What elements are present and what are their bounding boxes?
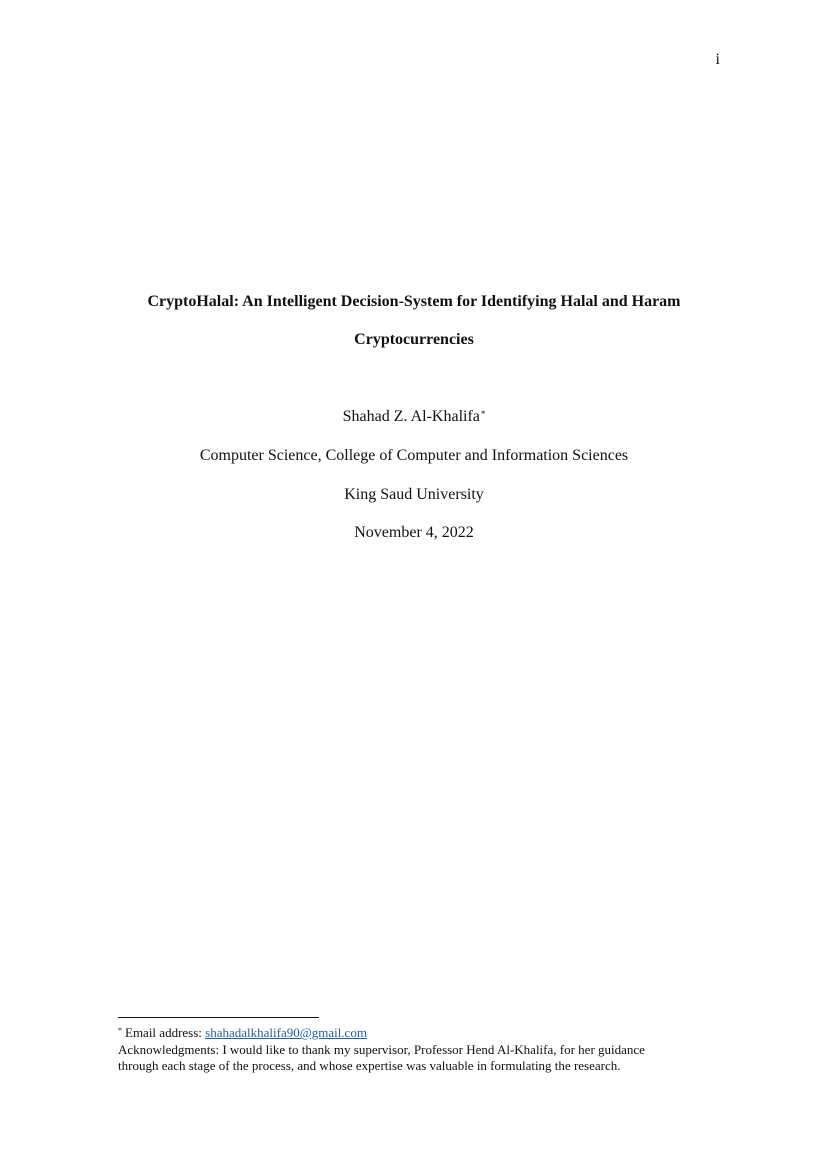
page-number: i xyxy=(715,51,720,68)
footnote-mark: * xyxy=(118,1026,122,1035)
acknowledgment-line-1: Acknowledgments: I would like to thank my supervisor, Professor Hend Al-Khalifa, for her guidance xyxy=(118,1042,645,1057)
author-name: Shahad Z. Al-Khalifa xyxy=(342,408,480,425)
footnote-divider xyxy=(118,1017,319,1018)
author-footnote-mark: * xyxy=(480,409,486,419)
author-university: King Saud University xyxy=(344,486,484,503)
paper-title-line-2: Cryptocurrencies xyxy=(354,331,474,348)
author-affiliation: Computer Science, College of Computer and Information Sciences xyxy=(199,447,629,464)
footnote-email-label: Email address: xyxy=(125,1025,202,1040)
footnote-email-line xyxy=(118,1025,718,1041)
paper-date: November 4, 2022 xyxy=(354,524,474,541)
email-link[interactable]: shahadalkhalifa90@gmail.com xyxy=(205,1025,367,1040)
author-line xyxy=(0,407,828,427)
paper-title-line-1: CryptoHalal: An Intelligent Decision-System for Identifying Halal and Haram xyxy=(147,293,681,310)
acknowledgment-line-2: through each stage of the process, and whose expertise was valuable in formulating the research. xyxy=(118,1058,621,1073)
